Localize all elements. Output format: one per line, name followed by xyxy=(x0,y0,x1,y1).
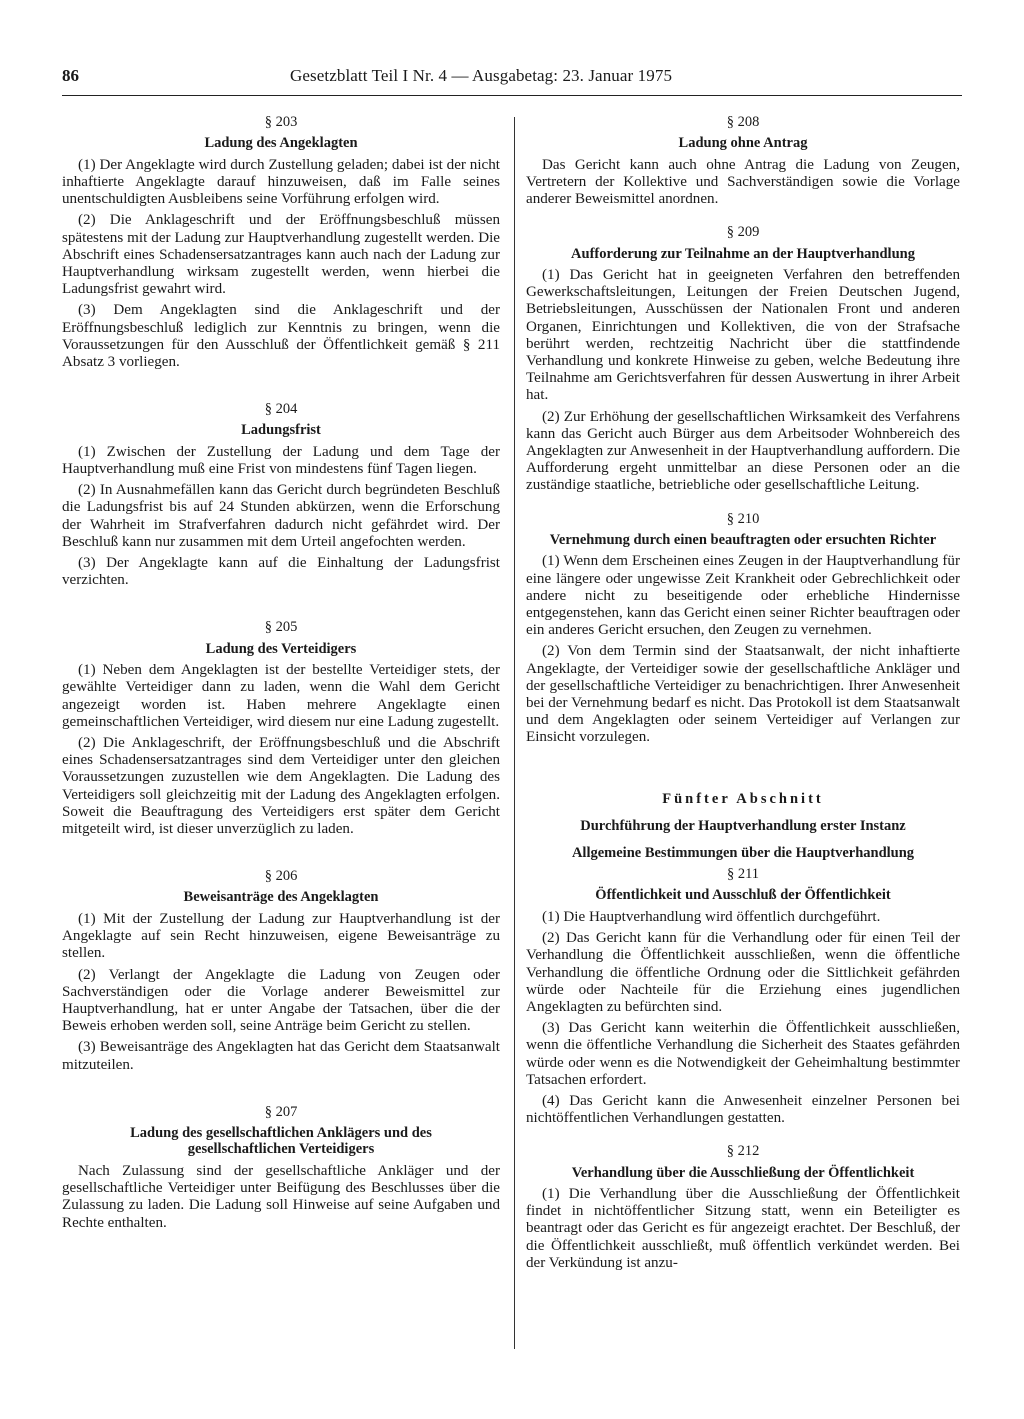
section-number: § 204 xyxy=(264,401,298,418)
section-number: § 209 xyxy=(726,224,760,241)
paragraph: (1) Die Hauptverhandlung wird öffentlich durchgeführt. xyxy=(542,908,881,925)
section-212 xyxy=(526,1143,960,1272)
section-number: § 211 xyxy=(726,866,760,883)
section-title: Ladung des Verteidigers xyxy=(205,640,357,657)
section-title: Beweisanträge des Angeklagten xyxy=(183,889,379,906)
column-divider xyxy=(514,117,515,1349)
section-number: § 205 xyxy=(264,619,298,636)
paragraph: Das Gericht kann auch ohne Antrag die Ladung von Zeugen, Vertretern der Kollektive und Sachverständigen sowie die Vorlage anderer Beweismittel anordnen. xyxy=(526,156,960,208)
section-title: Verhandlung über die Ausschließung der Öffentlichkeit xyxy=(571,1164,915,1181)
page-number: 86 xyxy=(62,66,79,85)
section-number: § 203 xyxy=(264,114,298,130)
paragraph: (3) Beweisanträge des Angeklagten hat das Gericht dem Staatsanwalt mitzuteilen. xyxy=(62,1039,500,1073)
page-header xyxy=(62,66,962,96)
section-title: Ladung ohne Antrag xyxy=(678,135,808,152)
paragraph: (1) Der Angeklagte wird durch Zustellung geladen; dabei ist der nicht inhaftierte Angeklagte darauf hinzuweisen, daß im Falle seines unentschuldigten Ausbleibens seine Vorführung erfolgen wird. xyxy=(62,156,500,208)
paragraph: (1) Mit der Zustellung der Ladung zur Hauptverhandlung ist der Angeklagte auf sein Recht hinzuweisen, eigene Beweisanträge zu stellen. xyxy=(62,910,500,962)
section-number: § 207 xyxy=(264,1103,298,1120)
paragraph: (1) Die Verhandlung über die Ausschließung der Öffentlichkeit findet in nichtöffentlicher Sitzung statt, wenn ein Beteiligter es beantragt oder das Gericht es für angezeigt erachtet. Der Beschluß, der die Öffentlichkeit ausschließt, muß öffentlich verkündet werden. Bei der Verkündung ist anzu- xyxy=(526,1186,960,1271)
section-title: Ladung des Angeklagten xyxy=(204,135,358,152)
chapter-subtitle: Allgemeine Bestimmungen über die Hauptverhandlung xyxy=(571,845,915,861)
section-208 xyxy=(526,114,960,208)
paragraph: (2) Zur Erhöhung der gesellschaftlichen Wirksamkeit des Verfahrens kann das Gericht auch Bürger aus dem Arbeitsoder Wohnbereich des Angeklagten zur Anwesenheit in der Hauptverhandlung auffordern. Die Aufforderung ergeht unmittelbar an diese Personen oder an die zuständige staatliche, betriebliche oder gesellschaftliche Leitung. xyxy=(526,408,960,494)
section-title: Aufforderung zur Teilnahme an der Hauptverhandlung xyxy=(571,245,915,262)
left-column xyxy=(62,110,500,1236)
chapter-heading: Fünfter Abschnitt xyxy=(662,790,824,807)
paragraph: (1) Wenn dem Erscheinen eines Zeugen in der Hauptverhandlung für eine längere oder ungewisse Zeit Krankheit oder Gebrechlichkeit oder andere nicht zu beseitigende oder erhebliche Hindernisse entgegenstehen, kann das Gericht einen seiner Richter beauftragen oder ein anderes Gericht ersuchen, den Zeugen zu vernehmen. xyxy=(526,553,960,639)
paragraph: (1) Zwischen der Zustellung der Ladung und dem Tage der Hauptverhandlung muß eine Frist von mindestens fünf Tagen liegen. xyxy=(62,443,500,478)
paragraph: (1) Das Gericht hat in geeigneten Verfahren den betreffenden Gewerkschaftsleitungen, Leitungen der Freien Deutschen Jugend, Betriebsleitungen, Ausschüssen der Nationalen Front und anderen Organen, Einrichtungen und Kollektiven, die von der Strafsache berührt werden, rechtzeitig Nachricht über die stattfindende Verhandlung und konkrete Hinweise zu geben, welche Bedeutung ihre Teilnahme am Gerichtsverfahren für dessen Auswertung in ihrer Arbeit hat. xyxy=(526,267,960,404)
section-204 xyxy=(62,401,500,589)
section-title: Vernehmung durch einen beauftragten oder ersuchten Richter xyxy=(549,531,937,548)
paragraph: (2) Das Gericht kann für die Verhandlung oder für einen Teil der Verhandlung die Öffentlichkeit ausschließen, wenn die öffentliche Verhandlung die öffentliche Ordnung oder die Sittlichkeit gefährden würde oder Nachteile für die Erziehung eines jugendlichen Angeklagten zu befürchten sind. xyxy=(526,930,960,1015)
paragraph: Nach Zulassung sind der gesellschaftliche Ankläger und der gesellschaftliche Verteidiger unter Beifügung des Beschlusses über die Zulassung zu laden. Die Ladung soll Hinweise auf seine Aufgaben und Rechte enthalten. xyxy=(62,1162,500,1231)
paragraph: (3) Dem Angeklagten sind die Anklageschrift und der Eröffnungsbeschluß lediglich zur Kenntnis zu bringen, wenn die Voraussetzungen für den Ausschluß der Öffentlichkeit gemäß § 211 Absatz 3 vorliegen. xyxy=(62,302,500,370)
header-rule xyxy=(62,95,962,96)
paragraph: (4) Das Gericht kann die Anwesenheit einzelner Personen bei nichtöffentlichen Verhandlungen gestatten. xyxy=(526,1092,960,1127)
right-column xyxy=(526,110,960,1276)
section-210 xyxy=(526,511,960,747)
paragraph: (2) Von dem Termin sind der Staatsanwalt, der nicht inhaftierte Angeklagte, der Verteidiger sowie der gesellschaftliche Ankläger und der gesellschaftliche Verteidiger zu benachrichtigen. Ihrer Anwesenheit bei der Vernehmung bedarf es nicht. Das Protokoll ist dem Staatsanwalt und dem Angeklagten oder seinem Verteidiger auf Verlangen zur Einsicht vorzulegen. xyxy=(526,643,960,746)
section-206 xyxy=(62,868,500,1074)
section-number: § 212 xyxy=(726,1143,760,1160)
paragraph: (2) Die Anklageschrift, der Eröffnungsbeschluß und die Abschrift eines Schadensersatzantrages sind dem Verteidiger unter den gleichen Voraussetzungen zuzustellen wie dem Angeklagten. Die Ladung des Verteidigers soll gleichzeitig mit der Ladung des Angeklagten erfolgen. Soweit die Beauftragung des Verteidigers erst später dem Gericht mitgeteilt wird, ist dieser unverzüglich zu laden. xyxy=(62,734,500,837)
section-211 xyxy=(526,866,960,1127)
chapter-subtitle: Durchführung der Hauptverhandlung erster Instanz xyxy=(580,817,906,834)
section-number: § 210 xyxy=(726,510,760,527)
paragraph: (2) Verlangt der Angeklagte die Ladung von Zeugen oder Sachverständigen oder die Vorlage anderer Beweismittel zur Hauptverhandlung, hat er unter Angabe der Tatsachen, über die der Beweis erhoben werden soll, seine Anträge beim Gericht zu stellen. xyxy=(62,966,500,1035)
section-207 xyxy=(62,1104,500,1232)
section-number: § 208 xyxy=(726,114,760,130)
paragraph: (3) Das Gericht kann weiterhin die Öffentlichkeit ausschließen, wenn die öffentliche Verhandlung die Sicherheit des Staates gefährden würde oder wenn es die Notwendigkeit der Geheimhaltung bestimmter Tatsachen erfordert. xyxy=(526,1020,960,1088)
paragraph: (2) Die Anklageschrift und der Eröffnungsbeschluß müssen spätestens mit der Ladung zur Hauptverhandlung zugestellt werden. Die Abschrift eines Schadensersatzantrages kann auch nach der Ladung zur Hauptverhandlung wirksam zugestellt werden, wenn hierbei die Ladungsfrist gewahrt wird. xyxy=(62,212,500,298)
running-title: Gesetzblatt Teil I Nr. 4 — Ausgabetag: 23. Januar 1975 xyxy=(290,66,673,85)
section-title: Öffentlichkeit und Ausschluß der Öffentlichkeit xyxy=(595,887,891,904)
paragraph: (2) In Ausnahmefällen kann das Gericht durch begründeten Beschluß die Ladungsfrist bis auf 24 Stunden abkürzen, wenn die Erforschung der Wahrheit im Strafverfahren dadurch nicht gefährdet wird. Der Beschluß kann nur zusammen mit dem Urteil angefochten werden. xyxy=(62,482,500,550)
section-number: § 206 xyxy=(264,868,298,885)
section-209 xyxy=(526,224,960,494)
section-205 xyxy=(62,619,500,838)
section-203 xyxy=(62,114,500,371)
paragraph: (1) Neben dem Angeklagten ist der bestellte Verteidiger stets, der gewählte Verteidiger dann zu laden, wenn die Wahl dem Gericht angezeigt worden ist. Haben mehrere Angeklagte einen gemeinschaftlichen Verteidiger, wird diesem nur eine Ladung zugestellt. xyxy=(62,662,500,730)
section-title: Ladungsfrist xyxy=(241,422,321,439)
paragraph: (3) Der Angeklagte kann auf die Einhaltung der Ladungsfrist verzichten. xyxy=(62,555,500,589)
section-title: Ladung des gesellschaftlichen Anklägers und des gesellschaftlichen Verteidigers xyxy=(130,1124,432,1158)
